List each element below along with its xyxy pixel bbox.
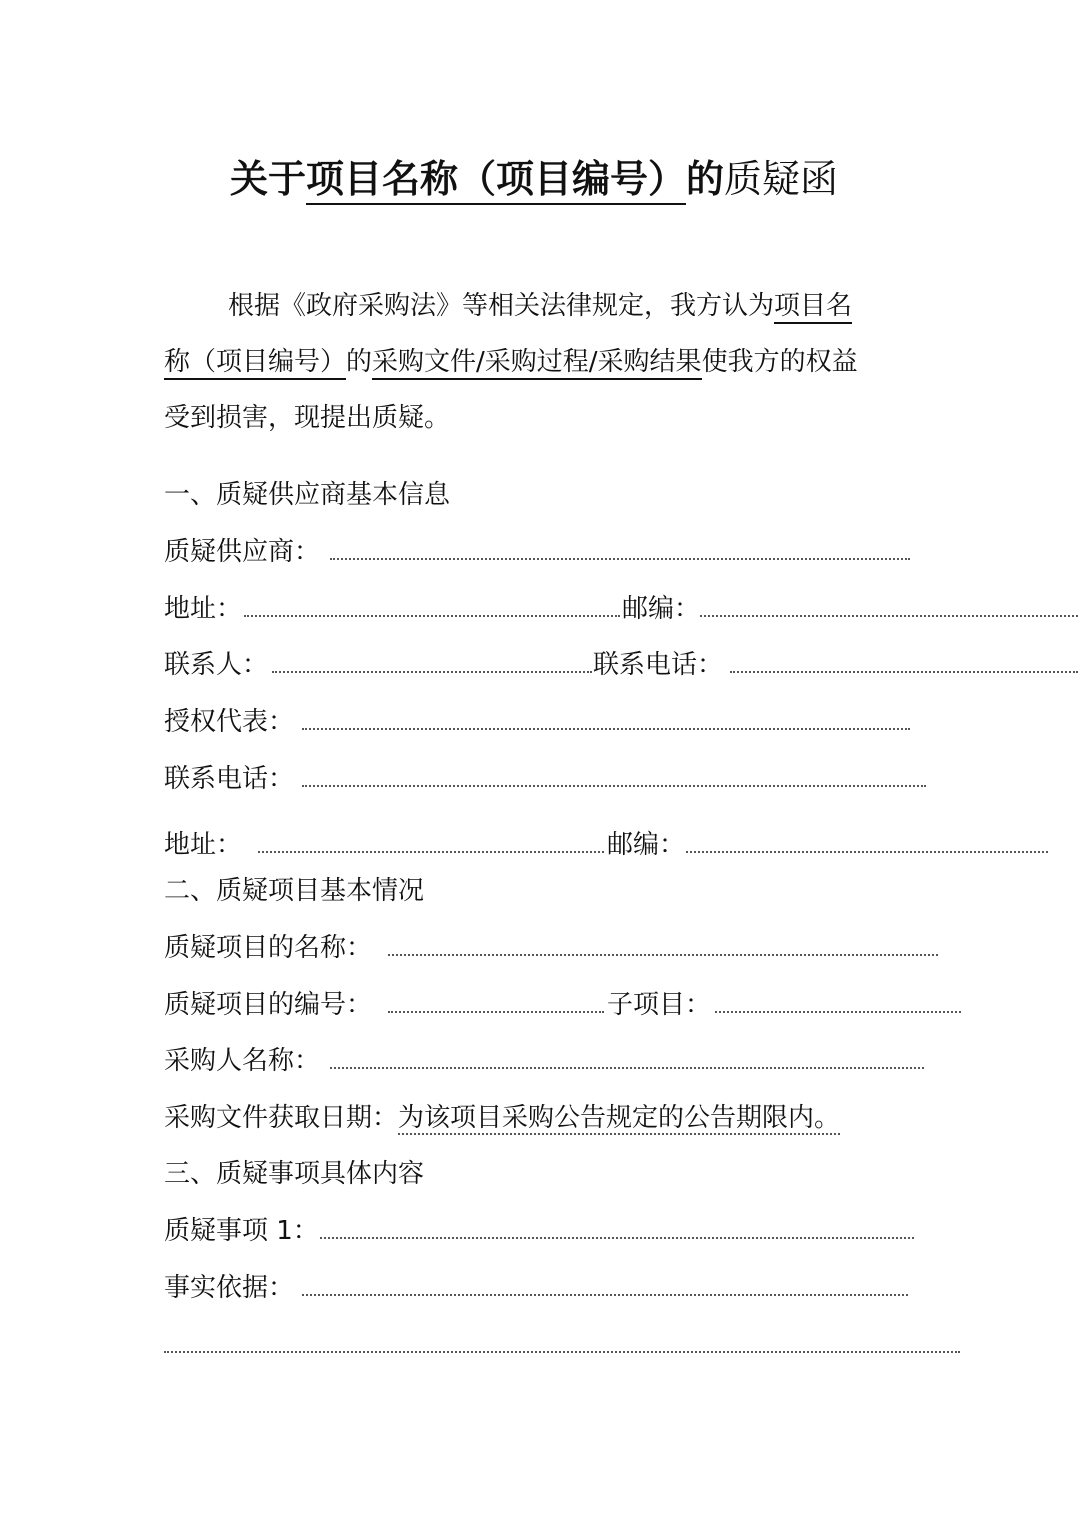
contact-phone-field[interactable] <box>730 671 1078 673</box>
doc-date-line <box>164 1097 840 1134</box>
address-label: 地址： <box>164 594 243 624</box>
rep-label: 授权代表： <box>164 707 295 737</box>
address-2-field[interactable] <box>258 851 604 853</box>
project-name-label: 质疑项目的名称： <box>164 933 373 963</box>
project-no-field[interactable] <box>388 1011 604 1013</box>
intro-line-3: 受到损害，现提出质疑。 <box>164 403 451 433</box>
contact-phone-label: 联系电话： <box>593 650 724 680</box>
postcode-field[interactable] <box>700 615 1078 617</box>
project-no-label: 质疑项目的编号： <box>164 990 373 1020</box>
rep-phone-field[interactable] <box>302 785 926 787</box>
intro-text: 的 <box>346 347 373 377</box>
section-1-heading: 一、质疑供应商基本信息 <box>164 480 451 510</box>
section-3-heading: 三、质疑事项具体内容 <box>164 1159 425 1189</box>
intro-project-no: 称（项目编号） <box>164 347 346 380</box>
rep-field[interactable] <box>302 728 910 730</box>
doc-date-label: 采购文件获取日期： <box>164 1103 399 1133</box>
intro-complaint-target: 采购文件/采购过程/采购结果 <box>372 347 702 380</box>
title-prefix: 关于 <box>230 157 307 201</box>
title-suffix-1: 的 <box>686 157 725 201</box>
item-1-label: 质疑事项 1： <box>164 1216 319 1246</box>
postcode-2-label: 邮编： <box>607 830 686 860</box>
title-suffix-2: 质疑函 <box>724 157 839 201</box>
postcode-2-field[interactable] <box>686 851 1048 853</box>
subproject-label: 子项目： <box>607 990 712 1020</box>
rep-phone-label: 联系电话： <box>164 764 295 794</box>
subproject-field[interactable] <box>715 1011 961 1013</box>
intro-line-1 <box>228 285 852 322</box>
address-2-label: 地址： <box>164 830 243 860</box>
basis-continuation-field[interactable] <box>164 1351 960 1353</box>
section-2-heading: 二、质疑项目基本情况 <box>164 876 425 906</box>
basis-field[interactable] <box>302 1294 908 1296</box>
item-1-field[interactable] <box>320 1237 914 1239</box>
intro-text: 使我方的权益 <box>701 347 858 377</box>
supplier-field[interactable] <box>330 558 910 560</box>
doc-date-value: 为该项目采购公告规定的公告期限内。 <box>398 1103 841 1133</box>
title-project-name: 项目名称（项目编号） <box>306 157 686 205</box>
intro-project-name: 项目名 <box>774 291 852 324</box>
contact-label: 联系人： <box>164 650 269 680</box>
document-title <box>230 148 838 203</box>
supplier-label: 质疑供应商： <box>164 537 321 567</box>
buyer-label: 采购人名称： <box>164 1046 321 1076</box>
buyer-field[interactable] <box>330 1067 924 1069</box>
address-field[interactable] <box>244 615 620 617</box>
basis-label: 事实依据： <box>164 1273 295 1303</box>
intro-line-2 <box>164 341 858 378</box>
project-name-field[interactable] <box>388 954 938 956</box>
contact-field[interactable] <box>272 671 592 673</box>
postcode-label: 邮编： <box>622 594 701 624</box>
intro-text: 根据《政府采购法》等相关法律规定，我方认为 <box>228 291 775 321</box>
